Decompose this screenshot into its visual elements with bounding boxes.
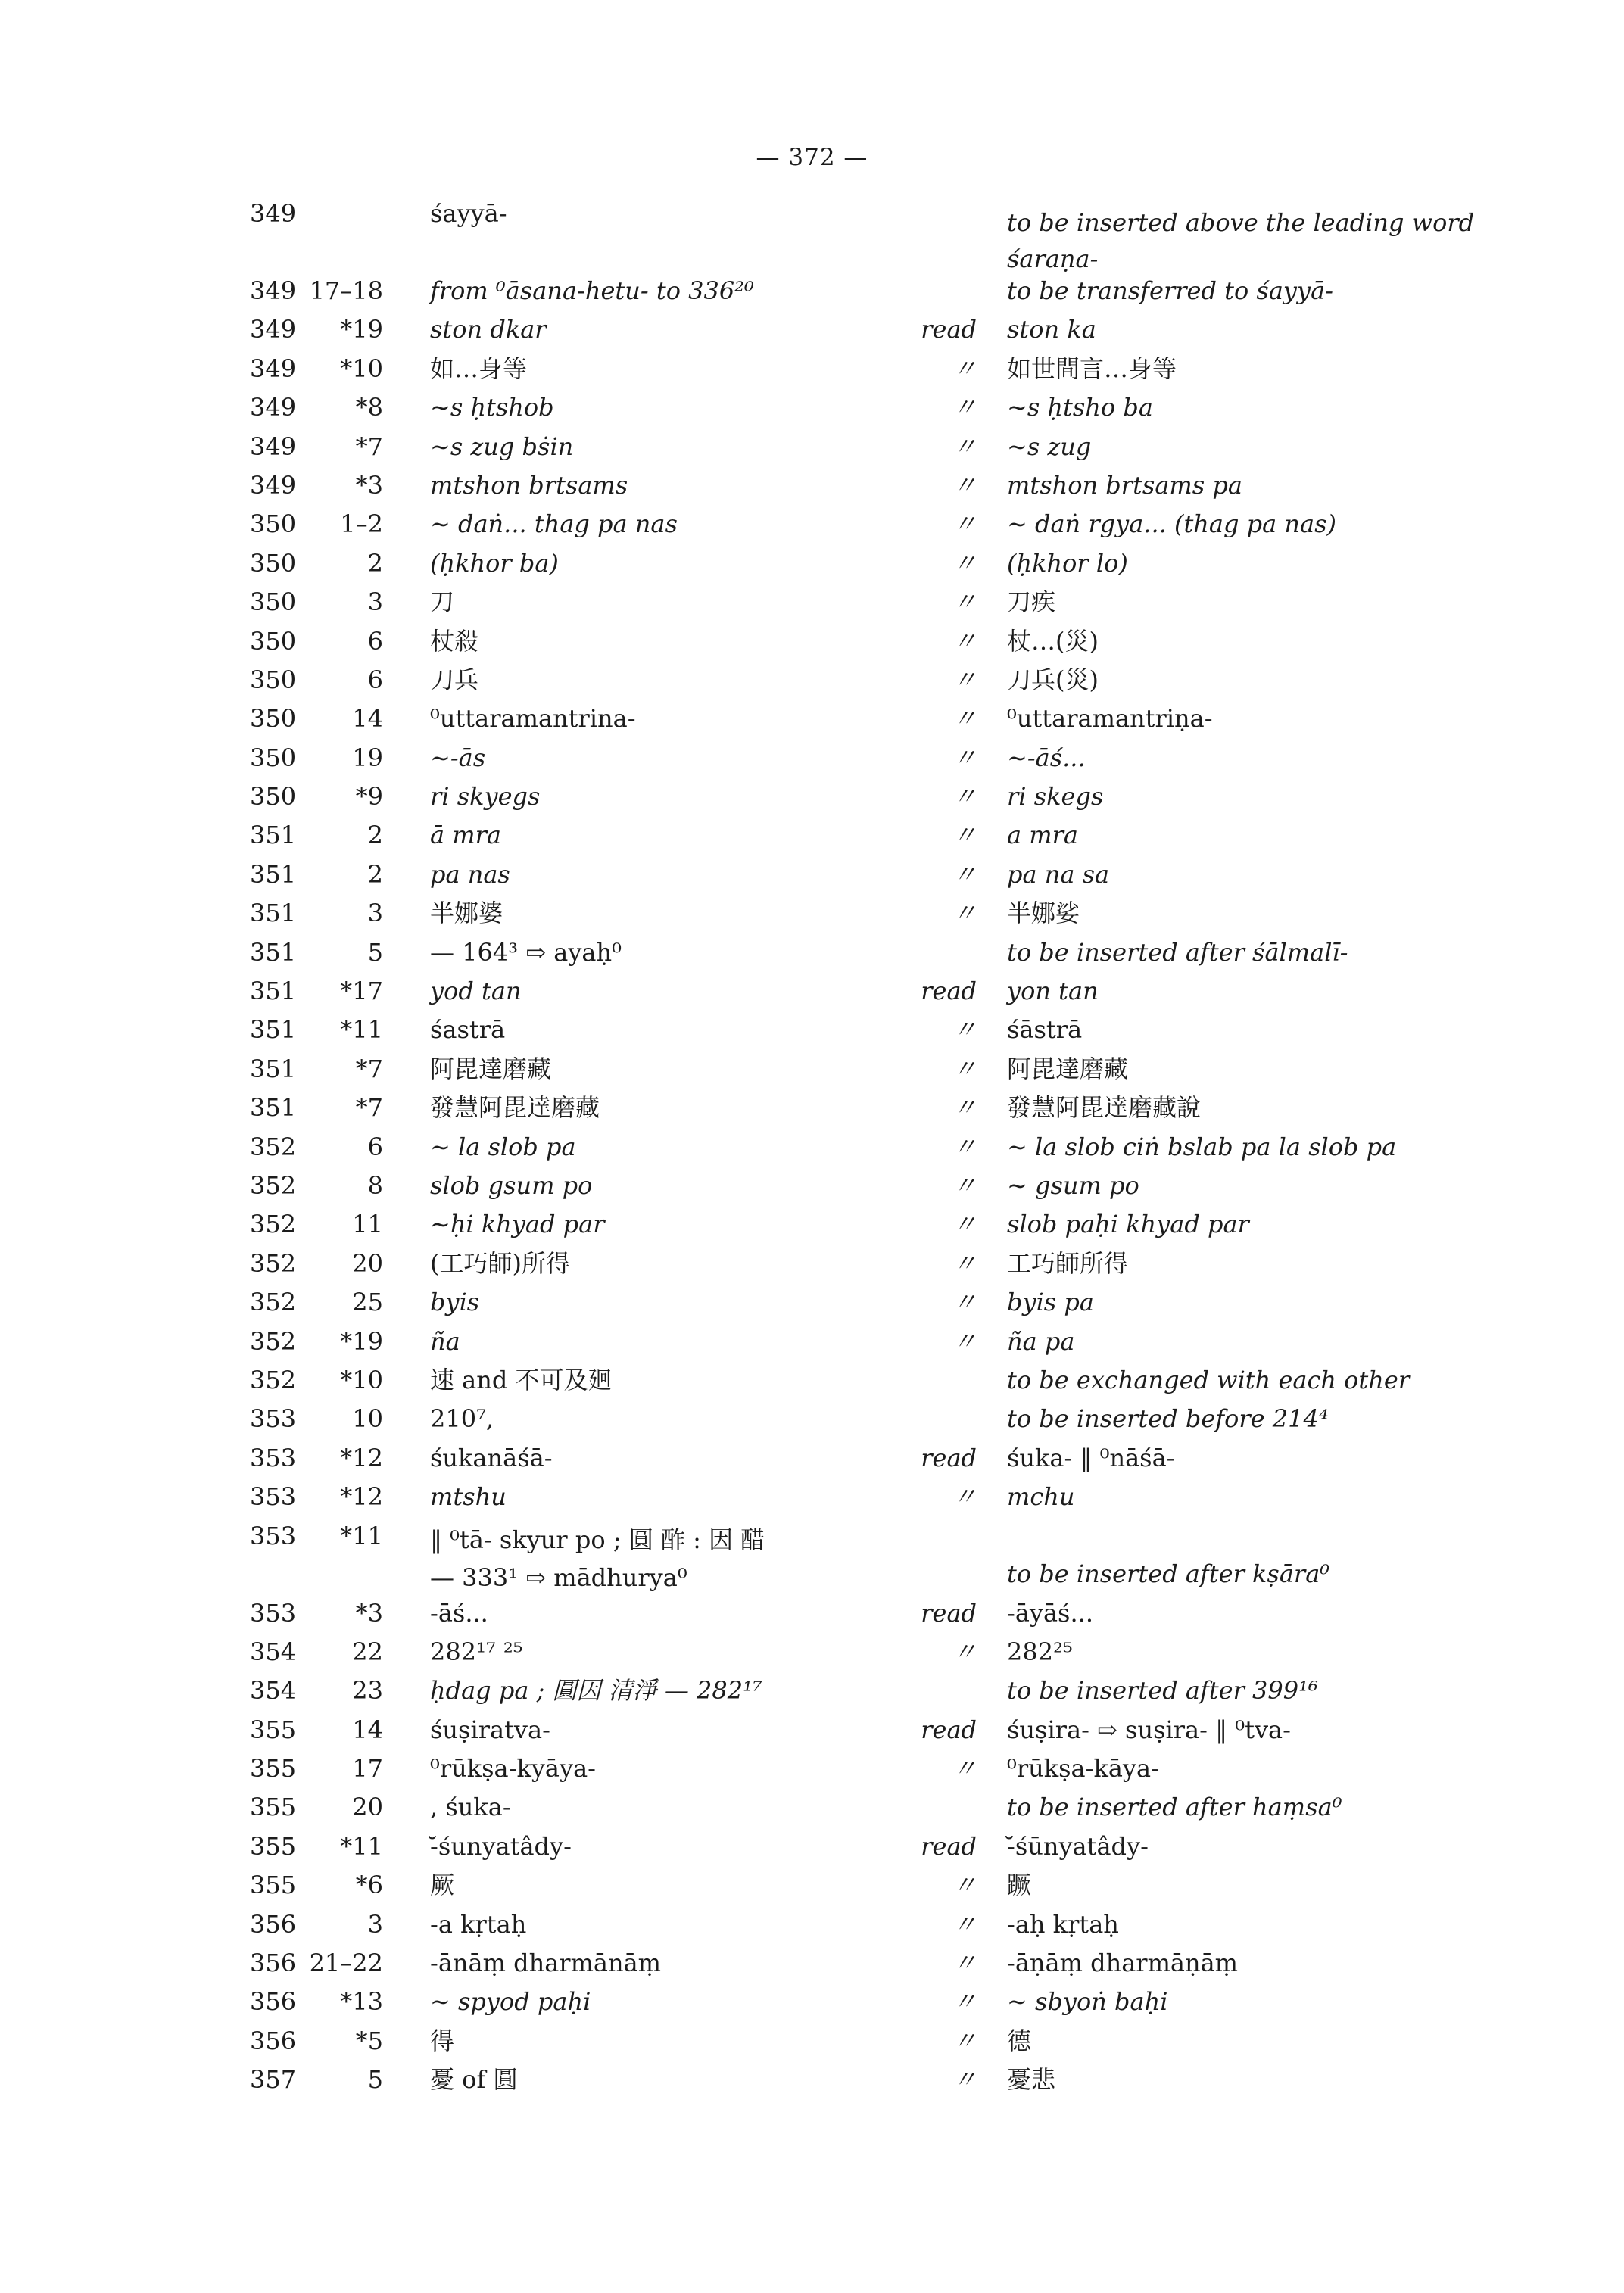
line-number-cell: *6 <box>355 1871 383 1900</box>
page-number-cell: 350 <box>250 509 297 539</box>
read-marker-cell: 〃 <box>952 1637 977 1666</box>
original-text-cell: 刀 <box>430 587 455 617</box>
page-number-cell: 351 <box>250 1054 297 1083</box>
original-text-cell: 得 <box>430 2026 455 2055</box>
line-number-cell: *7 <box>355 1093 383 1123</box>
page-number-cell: 355 <box>250 1831 297 1861</box>
read-marker-cell: read <box>921 977 977 1006</box>
read-marker-cell: 〃 <box>952 1754 977 1784</box>
read-marker-cell: 〃 <box>952 548 977 578</box>
original-text-cell: ⁰uttaramantrina- <box>430 704 636 734</box>
page-number-cell: 349 <box>250 315 297 344</box>
original-text-cell: 282¹⁷ ²⁵ <box>430 1637 523 1666</box>
page-number-cell: 353 <box>250 1443 297 1472</box>
line-number-cell: 2 <box>367 548 383 578</box>
line-number-cell: *19 <box>340 315 383 344</box>
correction-cell: pa na sa <box>1007 859 1110 889</box>
page-number-cell: 351 <box>250 977 297 1006</box>
page-number-cell: 349 <box>250 470 297 500</box>
correction-cell: ña pa <box>1007 1326 1075 1356</box>
errata-row <box>250 198 1552 276</box>
line-number-cell: 5 <box>367 2065 383 2095</box>
line-number-cell: 14 <box>352 704 383 734</box>
correction-cell: (ḥkhor lo) <box>1007 548 1128 578</box>
page-number-cell: 350 <box>250 587 297 617</box>
errata-row <box>250 1831 1552 1870</box>
correction-cell: -aḥ kṛtaḥ <box>1007 1909 1119 1939</box>
read-marker-cell: 〃 <box>952 2065 977 2095</box>
errata-row <box>250 1753 1552 1792</box>
correction-cell: 德 <box>1007 2026 1032 2055</box>
page-number-cell: 350 <box>250 782 297 812</box>
errata-row <box>250 354 1552 392</box>
read-marker-cell: read <box>921 1715 977 1744</box>
read-marker-cell: 〃 <box>952 1210 977 1239</box>
page-number-cell: 356 <box>250 1987 297 2017</box>
page-number-cell: 356 <box>250 1949 297 1978</box>
page-number-cell: 349 <box>250 354 297 383</box>
errata-row <box>250 1675 1552 1714</box>
line-number-cell: 20 <box>352 1793 383 1822</box>
correction-cell: to be inserted after kṣāra⁰ <box>1007 1559 1330 1588</box>
read-marker-cell: 〃 <box>952 1248 977 1278</box>
page-number-cell: 349 <box>250 199 297 228</box>
read-marker-cell: 〃 <box>952 859 977 889</box>
line-number-cell: 17–18 <box>309 276 383 305</box>
original-text-cell: , śuka- <box>430 1793 511 1822</box>
original-text-cell: (工巧師)所得 <box>430 1248 570 1278</box>
line-number-cell: 17 <box>352 1754 383 1784</box>
correction-cell: to be inserted above the leading word śaraṇa- <box>1007 208 1475 273</box>
read-marker-cell: 〃 <box>952 899 977 928</box>
errata-row <box>250 1521 1552 1598</box>
correction-cell: to be inserted after haṃsa⁰ <box>1007 1793 1342 1822</box>
line-number-cell: *12 <box>340 1443 383 1472</box>
line-number-cell: *8 <box>355 393 383 422</box>
original-text-cell: 憂 of 圓 <box>430 2065 518 2095</box>
correction-cell: slob paḥi khyad par <box>1007 1210 1249 1239</box>
correction-cell: ∼ daṅ rgya... (thag pa nas) <box>1007 509 1336 539</box>
original-text-cell: (ḥkhor ba) <box>430 548 559 578</box>
line-number-cell: 1–2 <box>340 509 383 539</box>
read-marker-cell: 〃 <box>952 1482 977 1512</box>
errata-row <box>250 1248 1552 1287</box>
correction-cell: ri skegs <box>1007 782 1104 812</box>
line-number-cell: 14 <box>352 1715 383 1744</box>
page-number-cell: 354 <box>250 1637 297 1666</box>
original-text-cell: -ānāṃ dharmānāṃ <box>430 1949 662 1978</box>
original-text-cell: ∼ daṅ... thag pa nas <box>430 509 678 539</box>
page-number-cell: 355 <box>250 1715 297 1744</box>
page-number-cell: 353 <box>250 1482 297 1512</box>
page-number-cell: 355 <box>250 1754 297 1784</box>
line-number-cell: 3 <box>367 587 383 617</box>
line-number-cell: 5 <box>367 937 383 967</box>
original-text-cell: ∼ spyod paḥi <box>430 1987 591 2017</box>
line-number-cell: *11 <box>340 1521 383 1550</box>
correction-cell: a mra <box>1007 821 1078 850</box>
read-marker-cell: read <box>921 315 977 344</box>
original-text-cell: -̆śunyatâdy- <box>430 1831 572 1861</box>
correction-cell: śāstrā <box>1007 1015 1083 1045</box>
line-number-cell: *13 <box>340 1987 383 2017</box>
line-number-cell: *7 <box>355 431 383 461</box>
line-number-cell: 3 <box>367 899 383 928</box>
errata-row <box>250 1715 1552 1753</box>
correction-cell: to be inserted after 399¹⁶ <box>1007 1676 1318 1706</box>
read-marker-cell: 〃 <box>952 470 977 500</box>
original-text-cell: 厥 <box>430 1871 455 1900</box>
line-number-cell: 21–22 <box>309 1949 383 1978</box>
page-number-cell: 351 <box>250 899 297 928</box>
correction-cell: yon tan <box>1007 977 1099 1006</box>
correction-cell: ⁰rūkṣa-kāya- <box>1007 1754 1159 1784</box>
read-marker-cell: 〃 <box>952 1949 977 1978</box>
correction-cell: -āyāś... <box>1007 1598 1093 1628</box>
line-number-cell: *11 <box>340 1831 383 1861</box>
errata-row <box>250 1637 1552 1675</box>
original-text-cell: śayyā- <box>430 199 507 228</box>
errata-row <box>250 470 1552 509</box>
original-text-cell: from ⁰āsana-hetu- to 336²⁰ <box>430 276 754 305</box>
correction-cell: 刀兵(災) <box>1007 665 1099 694</box>
line-number-cell: 2 <box>367 859 383 889</box>
original-text-cell: 刀兵 <box>430 665 479 694</box>
errata-row <box>250 276 1552 314</box>
page-number-cell: 351 <box>250 821 297 850</box>
line-number-cell: 22 <box>352 1637 383 1666</box>
errata-row <box>250 859 1552 898</box>
errata-row <box>250 781 1552 820</box>
correction-cell: ∼s ḥtsho ba <box>1007 393 1153 422</box>
read-marker-cell: 〃 <box>952 704 977 734</box>
original-text-cell: śuṣiratva- <box>430 1715 550 1744</box>
errata-row <box>250 1404 1552 1442</box>
errata-table <box>250 198 1552 2104</box>
page-number-cell: 352 <box>250 1365 297 1394</box>
page-number-cell: 352 <box>250 1248 297 1278</box>
page-number-cell: 357 <box>250 2065 297 2095</box>
line-number-cell: 23 <box>352 1676 383 1706</box>
original-text-cell: -āś... <box>430 1598 488 1628</box>
correction-cell: ⁰uttaramantriṇa- <box>1007 704 1213 734</box>
line-number-cell: 20 <box>352 1248 383 1278</box>
errata-row <box>250 743 1552 781</box>
page-number-cell: 355 <box>250 1871 297 1900</box>
correction-cell: 杖…(災) <box>1007 626 1099 656</box>
page-number-cell: 351 <box>250 1015 297 1045</box>
page-number-cell: 351 <box>250 937 297 967</box>
read-marker-cell: 〃 <box>952 509 977 539</box>
original-text-cell: ∼ḥi khyad par <box>430 1210 605 1239</box>
original-text-cell: 速 and 不可及廻 <box>430 1365 613 1394</box>
original-text-cell: ā mra <box>430 821 501 850</box>
read-marker-cell: 〃 <box>952 743 977 772</box>
line-number-cell: 6 <box>367 1132 383 1161</box>
errata-row <box>250 1443 1552 1481</box>
page-number-cell: 354 <box>250 1676 297 1706</box>
line-number-cell: *12 <box>340 1482 383 1512</box>
page-number-cell: 352 <box>250 1132 297 1161</box>
original-text-cell: ña <box>430 1326 460 1356</box>
read-marker-cell: 〃 <box>952 821 977 850</box>
original-text-cell: pa nas <box>430 859 510 889</box>
original-text-cell: — 164³ ⇨ ayaḥ⁰ <box>430 937 622 967</box>
page-number-cell: 353 <box>250 1404 297 1434</box>
correction-cell: mtshon brtsams pa <box>1007 470 1242 500</box>
correction-cell: 工巧師所得 <box>1007 1248 1129 1278</box>
page-number-cell: 350 <box>250 626 297 656</box>
correction-cell: ∼ la slob ciṅ bslab pa la slob pa <box>1007 1132 1397 1161</box>
correction-cell: 憂悲 <box>1007 2065 1056 2095</box>
original-text-cell: śukanāśā- <box>430 1443 553 1472</box>
line-number-cell: *10 <box>340 354 383 383</box>
line-number-cell: 25 <box>352 1288 383 1317</box>
read-marker-cell: read <box>921 1831 977 1861</box>
read-marker-cell: 〃 <box>952 587 977 617</box>
correction-cell: śuka- ‖ ⁰nāśā- <box>1007 1443 1175 1472</box>
correction-cell: śuṣira- ⇨ suṣira- ‖ ⁰tva- <box>1007 1715 1291 1744</box>
line-number-cell: *19 <box>340 1326 383 1356</box>
errata-row <box>250 431 1552 470</box>
correction-cell: ∼s zug <box>1007 431 1092 461</box>
correction-cell: to be transferred to śayyā- <box>1007 276 1333 305</box>
line-number-cell: *7 <box>355 1054 383 1083</box>
errata-row <box>250 1287 1552 1326</box>
original-text-cell: slob gsum po <box>430 1170 593 1200</box>
page-number: — 372 — <box>756 144 868 171</box>
original-text-cell: 半娜婆 <box>430 899 503 928</box>
read-marker-cell: 〃 <box>952 1132 977 1161</box>
correction-cell: -̆śūnyatâdy- <box>1007 1831 1149 1861</box>
correction-cell: 半娜娑 <box>1007 899 1080 928</box>
errata-row <box>250 2064 1552 2103</box>
original-text-cell: 如…身等 <box>430 354 528 383</box>
correction-cell: byis pa <box>1007 1288 1094 1317</box>
original-text-cell: ‖ ⁰tā- skyur po ; 圓 酢 : 因 醋 — 333¹ ⇨ mādhurya⁰ <box>430 1525 765 1592</box>
page-number-cell: 349 <box>250 276 297 305</box>
original-text-cell: -a kṛtaḥ <box>430 1909 527 1939</box>
original-text-cell: ∼ la slob pa <box>430 1132 576 1161</box>
errata-row <box>250 703 1552 742</box>
errata-row <box>250 509 1552 547</box>
line-number-cell: *5 <box>355 2026 383 2055</box>
correction-cell: ston ka <box>1007 315 1096 344</box>
original-text-cell: ⁰rūkṣa-kyāya- <box>430 1754 596 1784</box>
errata-row <box>250 314 1552 353</box>
read-marker-cell: 〃 <box>952 1909 977 1939</box>
original-text-cell: 發慧阿毘達磨藏 <box>430 1093 600 1123</box>
page-number-cell: 352 <box>250 1288 297 1317</box>
original-text-cell: mtshu <box>430 1482 507 1512</box>
line-number-cell: 6 <box>367 665 383 694</box>
line-number-cell: *3 <box>355 470 383 500</box>
page-number-cell: 349 <box>250 393 297 422</box>
original-text-cell: ri skyegs <box>430 782 541 812</box>
page-number-cell: 351 <box>250 1093 297 1123</box>
correction-cell: 阿毘達磨藏 <box>1007 1054 1129 1083</box>
read-marker-cell: read <box>921 1443 977 1472</box>
line-number-cell: 6 <box>367 626 383 656</box>
page-number-cell: 350 <box>250 665 297 694</box>
read-marker-cell: 〃 <box>952 626 977 656</box>
errata-row <box>250 587 1552 625</box>
line-number-cell: *11 <box>340 1015 383 1045</box>
line-number-cell: *9 <box>355 782 383 812</box>
errata-row <box>250 1170 1552 1209</box>
original-text-cell: 杖殺 <box>430 626 479 656</box>
read-marker-cell: read <box>921 1598 977 1628</box>
errata-row <box>250 2026 1552 2064</box>
errata-row <box>250 548 1552 587</box>
errata-row <box>250 898 1552 936</box>
correction-cell: ∼ sbyoṅ baḥi <box>1007 1987 1168 2017</box>
errata-row <box>250 392 1552 431</box>
correction-cell: to be inserted after śālmalī- <box>1007 937 1348 967</box>
read-marker-cell: 〃 <box>952 2026 977 2055</box>
errata-row <box>250 1481 1552 1520</box>
read-marker-cell: 〃 <box>952 1170 977 1200</box>
correction-cell: -āṇāṃ dharmāṇāṃ <box>1007 1949 1239 1978</box>
original-text-cell: mtshon brtsams <box>430 470 628 500</box>
read-marker-cell: 〃 <box>952 1093 977 1123</box>
errata-row <box>250 1870 1552 1908</box>
original-text-cell: śastrā <box>430 1015 506 1045</box>
line-number-cell: 8 <box>367 1170 383 1200</box>
read-marker-cell: 〃 <box>952 1054 977 1083</box>
correction-cell: to be exchanged with each other <box>1007 1365 1410 1394</box>
read-marker-cell: 〃 <box>952 665 977 694</box>
read-marker-cell: 〃 <box>952 393 977 422</box>
errata-row <box>250 1909 1552 1948</box>
line-number-cell: 10 <box>352 1404 383 1434</box>
read-marker-cell: 〃 <box>952 782 977 812</box>
read-marker-cell: 〃 <box>952 1015 977 1045</box>
correction-cell: 刀疾 <box>1007 587 1056 617</box>
page-number-cell: 350 <box>250 548 297 578</box>
page-number-cell: 356 <box>250 1909 297 1939</box>
correction-cell: 282²⁵ <box>1007 1637 1073 1666</box>
read-marker-cell: 〃 <box>952 1871 977 1900</box>
original-text-cell: 阿毘達磨藏 <box>430 1054 552 1083</box>
correction-cell: ∼ gsum po <box>1007 1170 1139 1200</box>
read-marker-cell: 〃 <box>952 1987 977 2017</box>
errata-row <box>250 1092 1552 1131</box>
line-number-cell: *10 <box>340 1365 383 1394</box>
original-text-cell: ston dkar <box>430 315 547 344</box>
correction-cell: 如世間言…身等 <box>1007 354 1177 383</box>
correction-cell: to be inserted before 214⁴ <box>1007 1404 1329 1434</box>
original-text-cell: byis <box>430 1288 480 1317</box>
page-number-cell: 352 <box>250 1326 297 1356</box>
errata-row <box>250 1598 1552 1637</box>
page-number-cell: 355 <box>250 1793 297 1822</box>
page-number-cell: 352 <box>250 1210 297 1239</box>
errata-row <box>250 1209 1552 1248</box>
line-number-cell: 2 <box>367 821 383 850</box>
line-number-cell: 11 <box>352 1210 383 1239</box>
page-number-cell: 349 <box>250 431 297 461</box>
page-number-cell: 350 <box>250 743 297 772</box>
page-number-cell: 353 <box>250 1521 297 1550</box>
original-text-cell: ∼-ās <box>430 743 486 772</box>
page-number-cell: 351 <box>250 859 297 889</box>
errata-row <box>250 1365 1552 1404</box>
errata-row <box>250 1054 1552 1092</box>
errata-row <box>250 1132 1552 1170</box>
page-number-cell: 353 <box>250 1598 297 1628</box>
errata-row <box>250 1792 1552 1830</box>
page-number-cell: 350 <box>250 704 297 734</box>
errata-row <box>250 665 1552 703</box>
errata-row <box>250 1326 1552 1365</box>
original-text-cell: ∼s ḥtshob <box>430 393 554 422</box>
errata-row <box>250 820 1552 858</box>
errata-row <box>250 626 1552 665</box>
original-text-cell: yod tan <box>430 977 522 1006</box>
line-number-cell: 19 <box>352 743 383 772</box>
original-text-cell: ∼s zug bṡin <box>430 431 574 461</box>
errata-row <box>250 937 1552 976</box>
page-number-cell: 356 <box>250 2026 297 2055</box>
read-marker-cell: 〃 <box>952 431 977 461</box>
line-number-cell: *3 <box>355 1598 383 1628</box>
errata-row <box>250 976 1552 1014</box>
correction-cell: mchu <box>1007 1482 1075 1512</box>
original-text-cell: 210⁷, <box>430 1404 494 1434</box>
correction-cell: 發慧阿毘達磨藏說 <box>1007 1093 1202 1123</box>
line-number-cell: 3 <box>367 1909 383 1939</box>
read-marker-cell: 〃 <box>952 1326 977 1356</box>
line-number-cell: *17 <box>340 977 383 1006</box>
errata-row <box>250 1948 1552 1986</box>
errata-row <box>250 1014 1552 1053</box>
original-text-cell: ḥdag pa ; 圓因 清淨 — 282¹⁷ <box>430 1676 762 1706</box>
correction-cell: ∼-āś... <box>1007 743 1086 772</box>
errata-row <box>250 1986 1552 2025</box>
read-marker-cell: 〃 <box>952 1288 977 1317</box>
page-number-cell: 352 <box>250 1170 297 1200</box>
read-marker-cell: 〃 <box>952 354 977 383</box>
correction-cell: 蹶 <box>1007 1871 1032 1900</box>
